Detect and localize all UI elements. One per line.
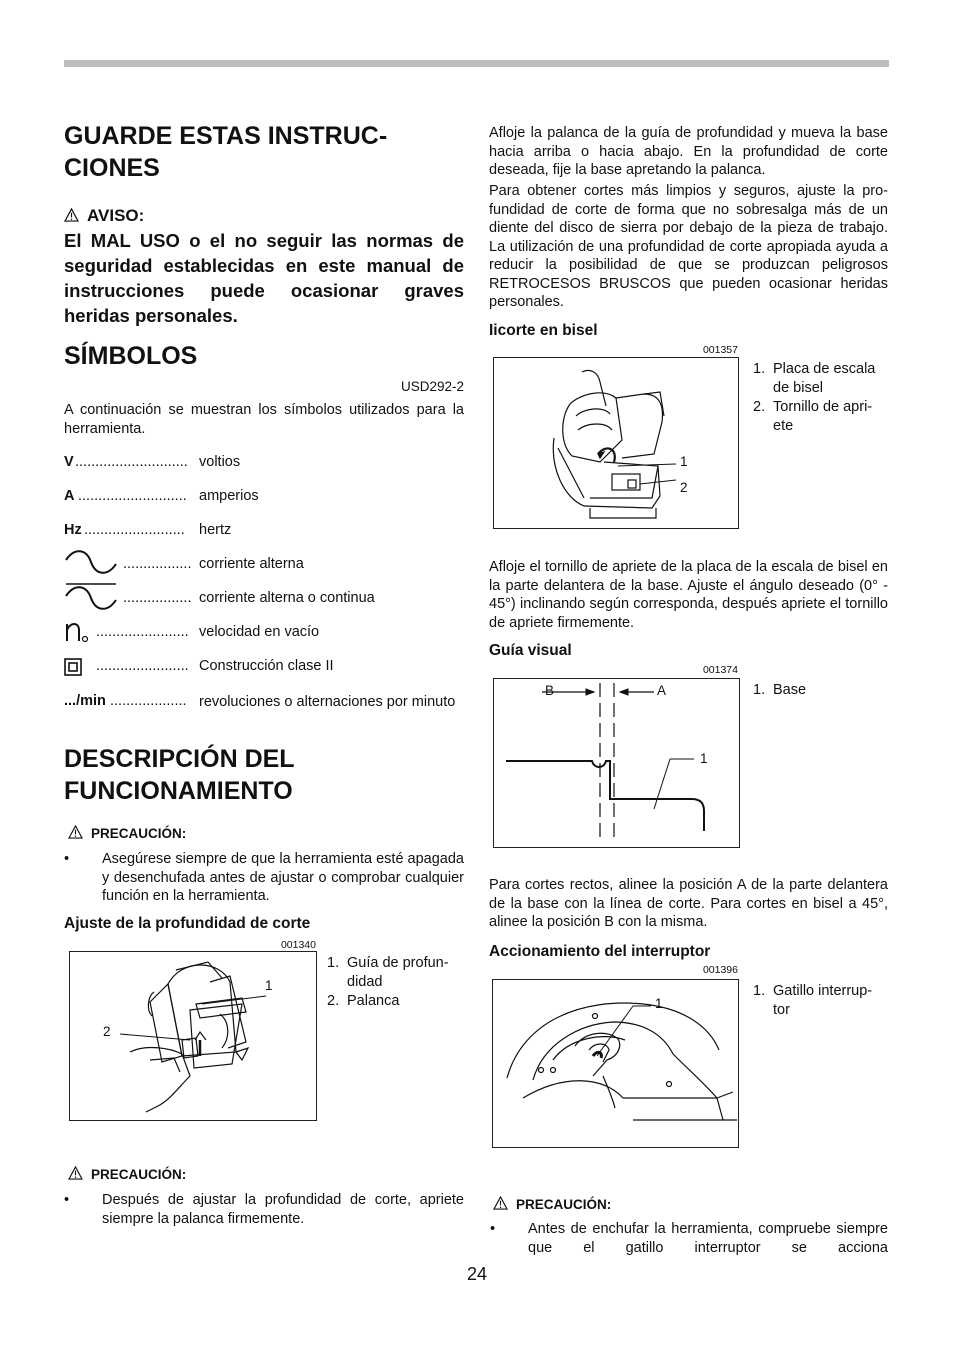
symbol-row-noload: [64, 624, 464, 644]
symbol-desc: voltios: [199, 454, 241, 470]
symbol-desc: hertz: [199, 522, 232, 538]
symbol-label: A: [64, 488, 75, 504]
symbol-row-ac: [64, 556, 464, 576]
visual-callout-1: 1: [700, 751, 708, 766]
legend-text: Gatillo interrup- tor: [773, 983, 873, 1018]
legend-item: 1. Base: [753, 682, 807, 698]
aviso-label: AVISO:: [87, 206, 145, 225]
warning-triangle-icon: [493, 1196, 508, 1210]
bevel-heading: Iicorte en bisel: [489, 322, 598, 339]
depth-legend: [327, 954, 467, 1011]
switch-figure: [492, 979, 739, 1148]
page-number: 24: [466, 1264, 488, 1284]
switch-heading: Accionamiento del interruptor: [489, 943, 711, 960]
caution1-bullet: [64, 850, 464, 906]
symbol-desc: corriente alterna o continua: [199, 590, 375, 606]
caution1-text: Asegúrese siempre de que la herramienta esté apagada y desenchufada antes de ajustar o comprobar cualquier función en la herramienta.: [102, 851, 464, 904]
section-title-descripcion: DESCRIPCIÓN DEL FUNCIONAMIENTO: [64, 745, 295, 805]
symbol-row-amperes: [64, 488, 464, 508]
legend-item: 2. Palanca: [327, 993, 400, 1009]
no-load-speed-icon: [64, 620, 92, 646]
bullet-dot: •: [64, 851, 70, 867]
symbol-desc: Construcción clase II: [199, 658, 334, 674]
legend-text: Guía de profun- didad: [347, 955, 449, 990]
visual-heading: Guía visual: [489, 642, 572, 659]
symbol-row-volts: [64, 454, 464, 474]
depth-callout-2: 2: [103, 1024, 111, 1039]
bevel-scale-illustration: [494, 358, 738, 528]
symbol-leader: .................: [123, 556, 192, 572]
symbol-row-hertz: [64, 522, 464, 542]
caution3-head: [493, 1196, 611, 1214]
symbol-leader: .......................: [96, 658, 189, 674]
ac-dc-current-icon: [64, 582, 118, 612]
warning-triangle-icon: [64, 208, 79, 222]
legend-text: Placa de escala de bisel: [773, 361, 876, 396]
symbol-row-class2: [64, 658, 464, 678]
class-ii-icon: [64, 658, 82, 676]
trigger-switch-illustration: [493, 980, 738, 1147]
symbols-code: USD292-2: [400, 379, 464, 394]
caution-label: PRECAUCIÓN:: [91, 826, 187, 841]
bullet-dot: •: [64, 1192, 70, 1208]
bevel-callout-1: 1: [680, 454, 688, 469]
visual-label-a: A: [657, 683, 667, 698]
depth-para-1: Afloje la palanca de la guía de profundidad y mueva la base hacia arriba o hacia abajo. En la profundidad de corte deseada, fije la base apretando la palanca.: [489, 125, 888, 178]
visual-label-b: B: [545, 683, 555, 698]
symbol-leader: .................: [123, 590, 192, 606]
legend-text: Tornillo de apri- ete: [773, 399, 873, 434]
caution1-head: [68, 825, 186, 843]
symbol-leader: .......................: [96, 624, 189, 640]
bevel-legend: [753, 360, 893, 436]
symbol-desc: velocidad en vacío: [199, 624, 320, 640]
header-rule: [64, 60, 889, 67]
symbol-label: V: [64, 454, 74, 470]
legend-item: 1. Guía de profun- didad: [327, 955, 449, 990]
switch-callout-1: 1: [655, 996, 663, 1011]
bevel-para: Afloje el tornillo de apriete de la placa de la escala de bisel en la parte delantera de la base. Ajuste el ángulo deseado (0° - 45°) inclinando según corresponda, después apriete el tornillo de apriete firmemente.: [489, 559, 888, 631]
symbol-desc: amperios: [199, 488, 259, 504]
bevel-figure: [493, 357, 739, 529]
depth-heading: Ajuste de la profundidad de corte: [64, 915, 311, 932]
bevel-fig-code: 001357: [702, 344, 738, 356]
symbol-leader: ...........................: [78, 488, 187, 504]
legend-text: Base: [773, 682, 807, 698]
caution2-bullet: [64, 1191, 464, 1228]
visual-fig-code: 001374: [702, 664, 738, 676]
symbols-intro: A continuación se muestran los símbolos utilizados para la herramienta.: [64, 402, 464, 437]
visual-legend: [753, 681, 893, 700]
symbol-row-acdc: [64, 590, 464, 610]
symbol-label: .../min: [64, 693, 106, 709]
visual-para: Para cortes rectos, alinee la posición A de la parte delantera de la base con la línea de corte. Para cortes en bisel a 45°, alinee la posición B con la misma.: [489, 877, 888, 930]
caution3-bullet: [490, 1220, 888, 1257]
switch-fig-code: 001396: [702, 964, 738, 976]
bevel-callout-2: 2: [680, 480, 688, 495]
depth-callout-1: 1: [265, 978, 273, 993]
section-title-simbolos: SÍMBOLOS: [64, 342, 198, 370]
symbol-leader: ...................: [110, 693, 187, 709]
symbol-desc: revoluciones o alternaciones por minuto: [199, 694, 456, 710]
bullet-dot: •: [490, 1221, 496, 1237]
symbol-leader: .........................: [84, 522, 185, 538]
ac-current-icon: [64, 550, 118, 578]
switch-legend: [753, 982, 893, 1020]
legend-item: 1. Placa de escala de bisel: [753, 361, 876, 396]
warning-triangle-icon: [68, 1166, 83, 1180]
symbol-label: Hz: [64, 522, 82, 538]
legend-item: 2. Tornillo de apri- ete: [753, 399, 873, 434]
caution2-text: Después de ajustar la profundidad de corte, apriete siempre la palanca firmemente.: [102, 1192, 464, 1227]
caution-label: PRECAUCIÓN:: [516, 1197, 612, 1212]
warning-triangle-icon: [68, 825, 83, 839]
symbol-desc: corriente alterna: [199, 556, 304, 572]
symbol-leader: ............................: [75, 454, 188, 470]
legend-item: 1. Gatillo interrup- tor: [753, 983, 873, 1018]
legend-text: Palanca: [347, 993, 400, 1009]
caution2-head: [68, 1166, 186, 1184]
caution3-text: Antes de enchufar la herramienta, compruebe siempre que el gatillo interruptor se acciona: [528, 1221, 888, 1256]
section-title-guarde: GUARDE ESTAS INSTRUC- CIONES: [64, 122, 388, 182]
aviso-text: El MAL USO o el no seguir las normas de seguridad establecidas en este manual de instrucciones puede ocasionar graves heridas personales.: [64, 230, 464, 326]
caution-label: PRECAUCIÓN:: [91, 1167, 187, 1182]
symbol-row-rpm: [64, 693, 464, 733]
depth-fig-code: 001340: [280, 939, 316, 951]
depth-para-2: Para obtener cortes más limpios y seguros, ajuste la pro-fundidad de corte de forma que no sobresalga más de un diente del disco de sierra por debajo de la pieza de trabajo. La utilización de una profundidad de corte apropiada ayuda a reducir la posibilidad de que se produzcan peligrosos RETROCESOS BRUSCOS que pueden ocasionar heridas personales.: [489, 183, 888, 310]
aviso-block: [64, 204, 464, 328]
